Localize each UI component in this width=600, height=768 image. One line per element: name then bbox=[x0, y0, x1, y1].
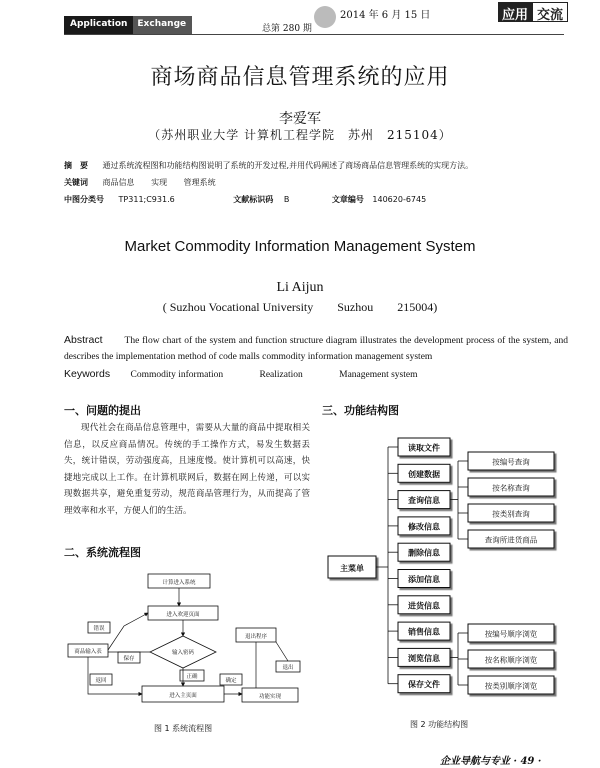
fig2-item-node bbox=[388, 517, 450, 535]
label-input: 输入密码 bbox=[171, 650, 195, 656]
figure2-caption: 图 2 功能结构图 bbox=[410, 720, 469, 729]
fig2-item-node bbox=[388, 491, 450, 509]
figure2-structure bbox=[322, 432, 568, 702]
abstract-en-text: The flow chart of the system and function structure diagram illustrates the development process of the system, and describes the implementation method of code malls commodity information management system bbox=[64, 336, 568, 362]
svg-text:浏览信息: 浏览信息 bbox=[408, 653, 440, 663]
svg-text:读取文件: 读取文件 bbox=[408, 443, 440, 453]
abstract-cn bbox=[64, 160, 473, 171]
keywords-en-label: Keywords bbox=[64, 368, 111, 380]
fig2-item-node bbox=[388, 622, 450, 640]
paper-title-cn: 商场商品信息管理系统的应用 bbox=[150, 65, 450, 90]
issue-number: 总第 280 期 bbox=[262, 24, 312, 34]
section3-heading: 三、功能结构图 bbox=[322, 404, 399, 417]
svg-text:修改信息: 修改信息 bbox=[408, 522, 440, 532]
keywords-cn bbox=[64, 177, 216, 188]
fig2-item-node bbox=[388, 596, 450, 614]
badge-yingyong: 应用 bbox=[498, 2, 532, 22]
article-label: 文章编号 bbox=[331, 195, 364, 204]
svg-text:按类别顺序浏览: 按类别顺序浏览 bbox=[484, 681, 538, 691]
fig2-sub-node bbox=[458, 650, 554, 668]
classification-line bbox=[64, 194, 426, 205]
label-save: 保存 bbox=[123, 656, 135, 662]
svg-text:查询所进货商品: 查询所进货商品 bbox=[484, 535, 538, 545]
svg-text:按编号顺序浏览: 按编号顺序浏览 bbox=[484, 629, 538, 639]
svg-text:按名称顺序浏览: 按名称顺序浏览 bbox=[484, 655, 538, 665]
fig2-item-node bbox=[388, 675, 450, 693]
article-value: 140620-6745 bbox=[372, 195, 427, 204]
section2-heading: 二、系统流程图 bbox=[64, 546, 141, 559]
svg-text:按类别查询: 按类别查询 bbox=[492, 509, 530, 519]
fig2-sub-node bbox=[458, 530, 554, 548]
class-label: 中图分类号 bbox=[64, 195, 104, 204]
affiliation-cn: （苏州职业大学 计算机工程学院 苏州 215104） bbox=[148, 128, 452, 142]
badge-jiaoliu: 交流 bbox=[532, 2, 568, 22]
fig2-item-node bbox=[388, 648, 450, 666]
fig2-item-node bbox=[388, 464, 450, 482]
keywords-cn-label: 关键词 bbox=[64, 178, 88, 187]
svg-text:销售信息: 销售信息 bbox=[408, 627, 440, 637]
fig2-item-node bbox=[388, 543, 450, 561]
svg-text:保存文件: 保存文件 bbox=[408, 680, 440, 690]
abstract-en bbox=[64, 332, 568, 365]
fig2-sub-node bbox=[458, 478, 554, 496]
label-start: 计算进入系统 bbox=[162, 580, 196, 586]
svg-text:查询信息: 查询信息 bbox=[408, 496, 440, 506]
keyword-en-item: Management system bbox=[339, 370, 418, 380]
svg-text:创建数据: 创建数据 bbox=[408, 469, 440, 479]
svg-text:主菜单: 主菜单 bbox=[340, 564, 364, 573]
fig2-item-node bbox=[388, 438, 450, 456]
label-login: 进入欢迎页面 bbox=[166, 612, 200, 618]
badge-application: Application bbox=[64, 16, 133, 34]
header-badge-right bbox=[498, 2, 568, 22]
fig2-sub-node bbox=[458, 676, 554, 694]
label-info: 商品输入表 bbox=[74, 649, 102, 655]
keyword-cn-item: 实现 bbox=[151, 178, 168, 187]
fig2-item-node bbox=[388, 570, 450, 588]
svg-text:进货信息: 进货信息 bbox=[408, 601, 440, 611]
label-close: 退出 bbox=[282, 665, 294, 671]
label-yes: 正确 bbox=[186, 674, 198, 680]
page-footer: 企业导航与专业 · 49 · bbox=[440, 756, 542, 767]
doc-code-value: B bbox=[283, 195, 290, 204]
keyword-en-item: Realization bbox=[259, 370, 303, 380]
paper-title-en: Market Commodity Information Management System bbox=[124, 238, 476, 255]
label-exit: 退出程序 bbox=[244, 634, 268, 640]
abstract-en-label: Abstract bbox=[64, 334, 103, 346]
header-circle-decoration bbox=[314, 6, 336, 28]
doc-code-label: 文献标识码 bbox=[233, 195, 274, 204]
section1-body: 现代社会在商品信息管理中，需要从大量的商品中提取相关信息，以反应商品情况。传统的手工操作方式，易发生数据丢失，统计错误，劳动强度高，且速度慢。使计算机可以高速，快捷地完成以上工作。在计算机联网后，数据在网上传递，可以实现数据共享，避免重复劳动，规范商品管理行为，从而提高了管理效率和水平，方便人们的生活。 bbox=[64, 423, 310, 516]
keyword-en-item: Commodity information bbox=[130, 370, 224, 380]
fig2-sub-node bbox=[458, 504, 554, 522]
header-rule bbox=[64, 34, 564, 35]
label-err2: 确定 bbox=[225, 678, 237, 684]
label-send: 返回 bbox=[95, 678, 107, 684]
affiliation-en: ( Suzhou Vocational University Suzhou 215004) bbox=[162, 300, 438, 314]
abstract-cn-text: 通过系统流程图和功能结构图说明了系统的开发过程,并用代码阐述了商场商品信息管理系统的实现方法。 bbox=[102, 161, 474, 170]
svg-text:按编号查询: 按编号查询 bbox=[492, 457, 530, 467]
author-en: Li Aijun bbox=[276, 280, 324, 295]
fig2-root-node bbox=[328, 556, 376, 578]
publication-date: 2014 年 6 月 15 日 bbox=[340, 10, 431, 21]
keyword-cn-item: 商品信息 bbox=[102, 178, 135, 187]
section1-heading: 一、问题的提出 bbox=[64, 404, 141, 417]
author-cn: 李爱军 bbox=[279, 111, 321, 127]
svg-text:按名称查询: 按名称查询 bbox=[492, 483, 530, 493]
class-value: TP311;C931.6 bbox=[118, 195, 175, 204]
badge-exchange: Exchange bbox=[133, 16, 192, 34]
header-badge-left bbox=[64, 16, 192, 34]
label-op: 功能实现 bbox=[258, 694, 282, 700]
fig2-sub-node bbox=[458, 624, 554, 642]
svg-text:删除信息: 删除信息 bbox=[408, 548, 440, 558]
keywords-en bbox=[64, 368, 451, 380]
keyword-cn-item: 管理系统 bbox=[183, 178, 216, 187]
svg-text:添加信息: 添加信息 bbox=[408, 575, 440, 584]
figure1-caption: 图 1 系统流程图 bbox=[154, 724, 213, 733]
label-err1: 错误 bbox=[93, 626, 105, 632]
figure1-flowchart bbox=[64, 566, 310, 716]
abstract-cn-label: 摘 要 bbox=[64, 161, 88, 170]
label-main: 进入主页面 bbox=[169, 693, 197, 699]
fig2-sub-node bbox=[458, 452, 554, 470]
